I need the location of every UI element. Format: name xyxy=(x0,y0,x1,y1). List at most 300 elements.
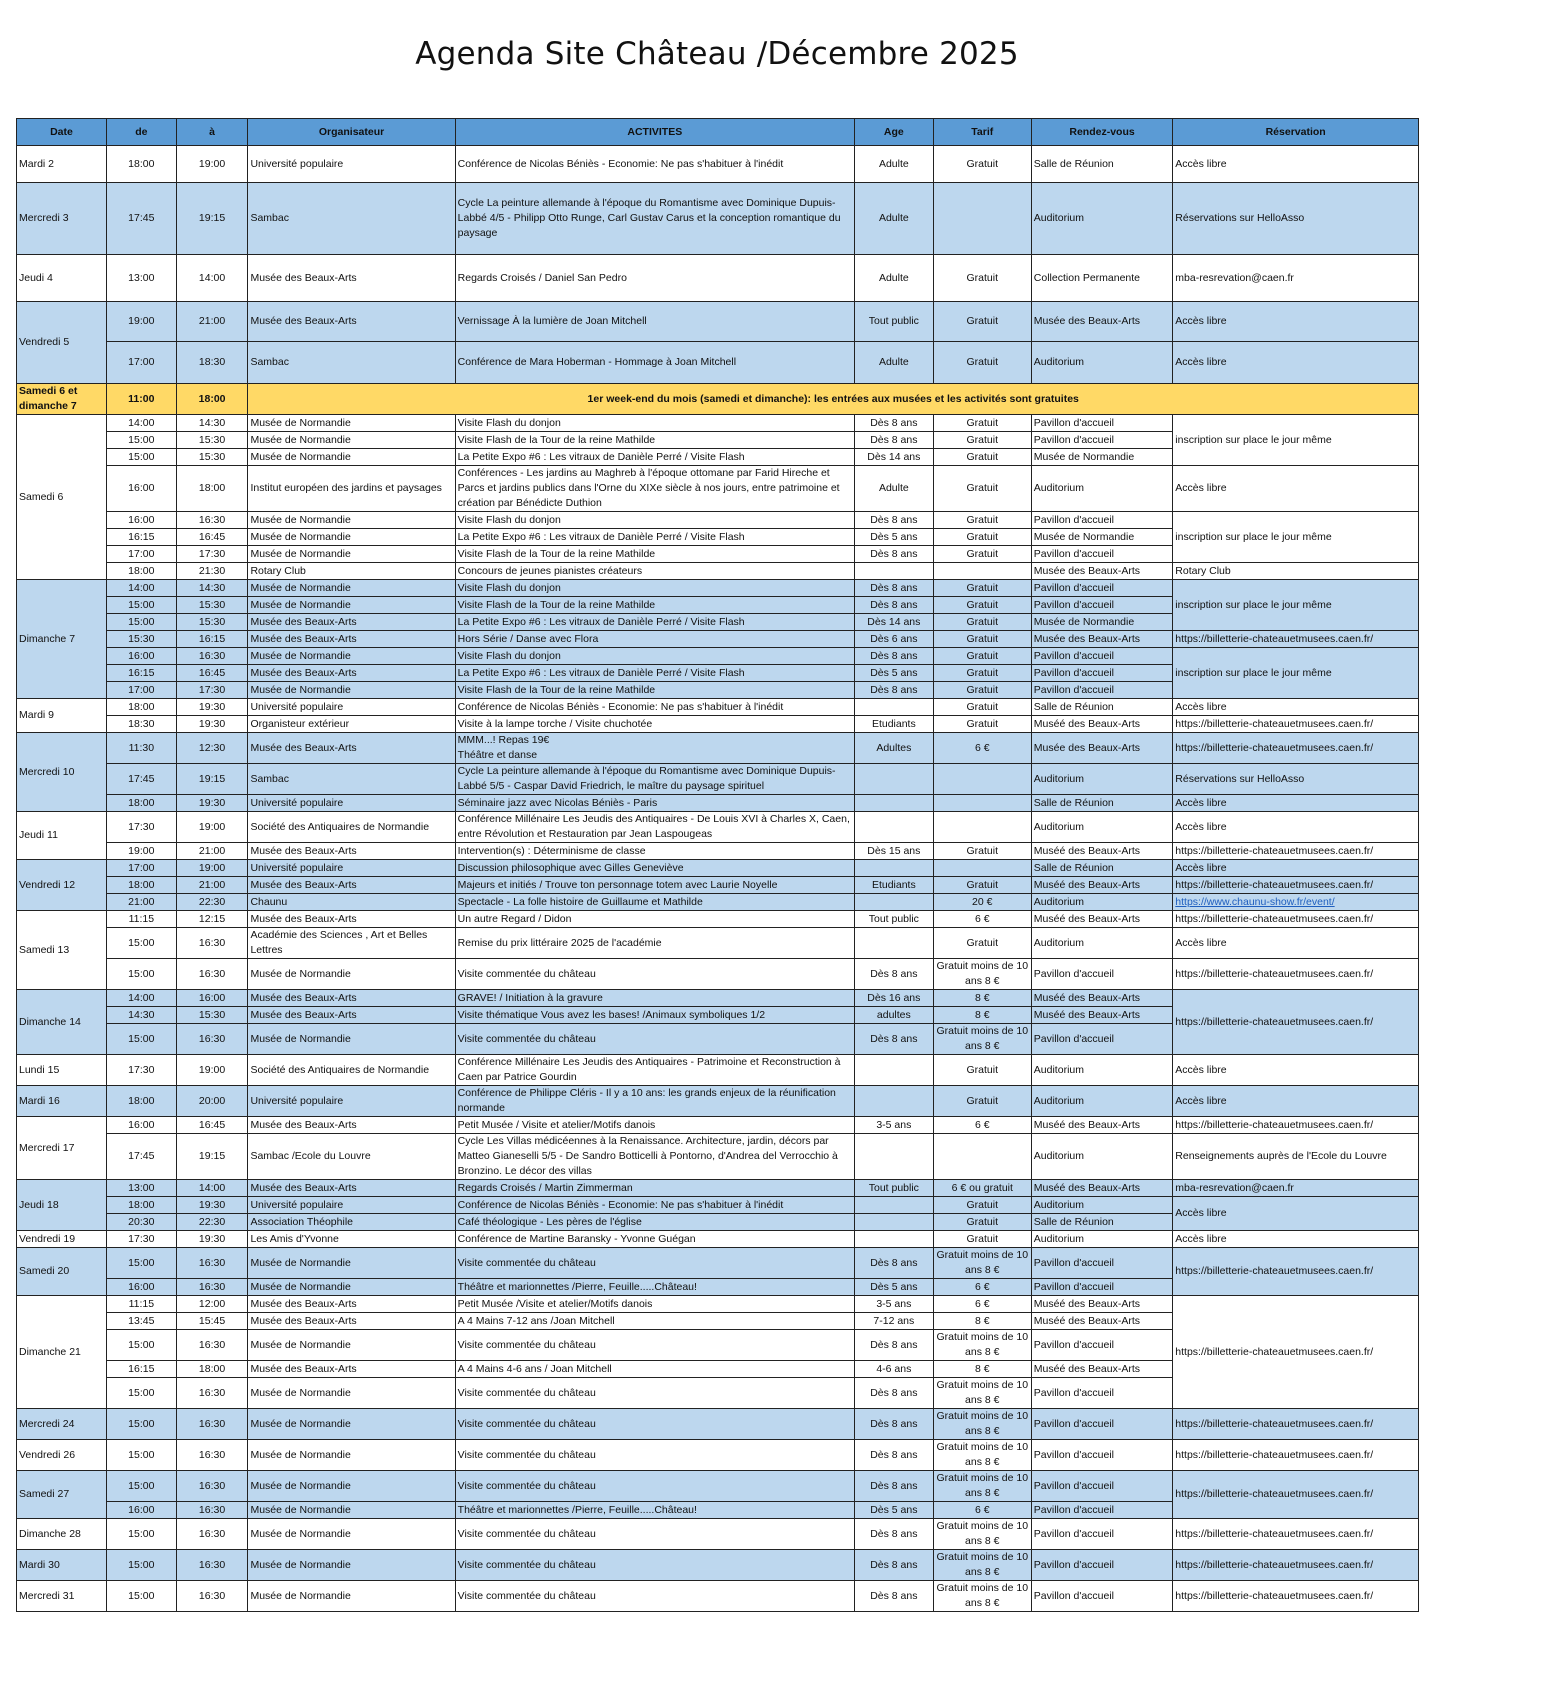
reservation-cell xyxy=(1173,990,1419,1055)
age-cell: Dès 8 ans xyxy=(854,1248,933,1279)
age-cell xyxy=(854,1055,933,1086)
reservation-cell xyxy=(1173,1581,1419,1612)
meeting-place-cell: Auditorium xyxy=(1031,764,1173,795)
activity-cell: Visite thématique Vous avez les bases! /Animaux symboliques 1/2 xyxy=(455,1007,854,1024)
end-time-cell: 16:30 xyxy=(176,512,248,529)
start-time-cell: 16:00 xyxy=(106,1279,176,1296)
reservation-link[interactable]: https://www.chaunu-show.fr/event/ xyxy=(1175,895,1335,908)
table-row xyxy=(17,990,1419,1007)
reservation-text: https://billetterie-chateauetmusees.caen.fr/ xyxy=(1175,632,1374,645)
tarif-cell: Gratuit xyxy=(933,648,1031,665)
table-row xyxy=(17,146,1419,183)
meeting-place-cell: Muséé des Beaux-Arts xyxy=(1031,1007,1173,1024)
end-time-cell: 15:45 xyxy=(176,1313,248,1330)
organizer-cell: Rotary Club xyxy=(248,563,455,580)
date-cell: Samedi 27 xyxy=(17,1471,107,1519)
tarif-cell: Gratuit xyxy=(933,529,1031,546)
activity-cell: Visite Flash de la Tour de la reine Mathilde xyxy=(455,682,854,699)
header-organisateur: Organisateur xyxy=(248,119,455,146)
age-cell: Tout public xyxy=(854,302,933,342)
end-time-cell: 16:30 xyxy=(176,1440,248,1471)
age-cell: Dès 8 ans xyxy=(854,1519,933,1550)
end-time-cell: 22:30 xyxy=(176,1214,248,1231)
activity-cell: Visite Flash de la Tour de la reine Mathilde xyxy=(455,546,854,563)
tarif-cell: Gratuit xyxy=(933,512,1031,529)
organizer-cell: Sambac xyxy=(248,342,455,384)
table-row xyxy=(17,812,1419,843)
age-cell: Adulte xyxy=(854,183,933,255)
table-row xyxy=(17,911,1419,928)
date-cell: Vendredi 19 xyxy=(17,1231,107,1248)
table-row xyxy=(17,699,1419,716)
start-time-cell: 16:00 xyxy=(106,1117,176,1134)
tarif-cell: Gratuit moins de 10 ans 8 € xyxy=(933,1024,1031,1055)
date-cell: Vendredi 26 xyxy=(17,1440,107,1471)
table-row xyxy=(17,1248,1419,1279)
tarif-cell: Gratuit xyxy=(933,614,1031,631)
start-time-cell: 16:00 xyxy=(106,512,176,529)
table-row xyxy=(17,631,1419,648)
end-time-cell: 19:15 xyxy=(176,764,248,795)
activity-cell: Conférence de Nicolas Béniès - Economie: Ne pas s'habituer à l'inédit xyxy=(455,1197,854,1214)
organizer-cell: Musée de Normandie xyxy=(248,1581,455,1612)
age-cell: Dès 8 ans xyxy=(854,1409,933,1440)
date-cell: Mardi 16 xyxy=(17,1086,107,1117)
organizer-cell: Musée des Beaux-Arts xyxy=(248,302,455,342)
reservation-cell xyxy=(1173,563,1419,580)
activity-cell: Visite Flash du donjon xyxy=(455,580,854,597)
end-time-cell: 18:00 xyxy=(176,466,248,512)
meeting-place-cell: Muséé des Beaux-Arts xyxy=(1031,990,1173,1007)
reservation-cell xyxy=(1173,877,1419,894)
reservation-text: Rotary Club xyxy=(1175,564,1231,577)
start-time-cell: 15:00 xyxy=(106,928,176,959)
end-time-cell: 20:00 xyxy=(176,1086,248,1117)
end-time-cell: 16:30 xyxy=(176,1248,248,1279)
organizer-cell: Sambac xyxy=(248,183,455,255)
organizer-cell: Musée des Beaux-Arts xyxy=(248,1180,455,1197)
reservation-text: https://billetterie-chateauetmusees.caen.fr/ xyxy=(1175,1589,1374,1602)
start-time-cell: 14:00 xyxy=(106,415,176,432)
table-row xyxy=(17,843,1419,860)
organizer-cell: Chaunu xyxy=(248,894,455,911)
age-cell xyxy=(854,1214,933,1231)
tarif-cell: 6 € xyxy=(933,1117,1031,1134)
date-cell: Vendredi 12 xyxy=(17,860,107,911)
reservation-text: Accès libre xyxy=(1175,482,1227,494)
tarif-cell: Gratuit xyxy=(933,928,1031,959)
age-cell: Adulte xyxy=(854,342,933,384)
reservation-cell xyxy=(1173,1197,1419,1231)
age-cell: Adulte xyxy=(854,255,933,302)
table-row xyxy=(17,563,1419,580)
start-time-cell: 18:30 xyxy=(106,716,176,733)
reservation-cell xyxy=(1173,648,1419,699)
meeting-place-cell: Auditorium xyxy=(1031,928,1173,959)
date-cell: Mercredi 10 xyxy=(17,733,107,812)
meeting-place-cell: Salle de Réunion xyxy=(1031,699,1173,716)
end-time-cell: 22:30 xyxy=(176,894,248,911)
reservation-text: https://billetterie-chateauetmusees.caen.fr/ xyxy=(1175,1417,1374,1430)
organizer-cell: Musée de Normandie xyxy=(248,546,455,563)
tarif-cell: 6 € xyxy=(933,733,1031,764)
end-time-cell: 16:00 xyxy=(176,990,248,1007)
organizer-cell: Société des Antiquaires de Normandie xyxy=(248,812,455,843)
age-cell: Dès 8 ans xyxy=(854,1330,933,1361)
end-time-cell: 19:30 xyxy=(176,1231,248,1248)
table-row xyxy=(17,255,1419,302)
meeting-place-cell: Auditorium xyxy=(1031,894,1173,911)
date-cell: Samedi 6 xyxy=(17,415,107,580)
reservation-cell xyxy=(1173,1248,1419,1296)
reservation-cell xyxy=(1173,1471,1419,1519)
organizer-cell: Musée de Normandie xyxy=(248,1409,455,1440)
start-time-cell: 18:00 xyxy=(106,146,176,183)
agenda-body xyxy=(17,146,1419,1612)
age-cell: Adulte xyxy=(854,466,933,512)
meeting-place-cell: Muséé des Beaux-Arts xyxy=(1031,1361,1173,1378)
reservation-text: Réservations sur HelloAsso xyxy=(1175,212,1305,224)
reservation-cell xyxy=(1173,1086,1419,1117)
activity-cell: Visite Flash de la Tour de la reine Mathilde xyxy=(455,597,854,614)
reservation-text: inscription sur place le jour même xyxy=(1175,666,1332,679)
table-row xyxy=(17,1550,1419,1581)
table-row xyxy=(17,1231,1419,1248)
table-row xyxy=(17,302,1419,342)
end-time-cell: 19:30 xyxy=(176,1197,248,1214)
table-row xyxy=(17,648,1419,665)
tarif-cell: 6 € ou gratuit xyxy=(933,1180,1031,1197)
activity-cell: Spectacle - La folle histoire de Guillaume et Mathilde xyxy=(455,894,854,911)
start-time-cell: 17:00 xyxy=(106,546,176,563)
activity-cell: Cycle Les Villas médicéennes à la Renaissance. Architecture, jardin, décors par Matteo Gianeselli 5/5 - De Sandro Botticelli à Pontorno, d'Andrea del Verrocchio à Bronzino. Le décor des villas xyxy=(455,1134,854,1180)
start-time-cell: 13:45 xyxy=(106,1313,176,1330)
start-time-cell: 18:00 xyxy=(106,699,176,716)
activity-cell: A 4 Mains 4-6 ans / Joan Mitchell xyxy=(455,1361,854,1378)
reservation-cell xyxy=(1173,1550,1419,1581)
activity-cell: Visite Flash du donjon xyxy=(455,415,854,432)
date-cell: Jeudi 18 xyxy=(17,1180,107,1231)
table-row xyxy=(17,894,1419,911)
start-time-cell: 17:30 xyxy=(106,1055,176,1086)
activity-cell: Conférence Millénaire Les Jeudis des Antiquaires - Patrimoine et Reconstruction à Caen par Patrice Gourdin xyxy=(455,1055,854,1086)
end-time-cell: 18:30 xyxy=(176,342,248,384)
reservation-cell xyxy=(1173,733,1419,764)
tarif-cell: Gratuit xyxy=(933,449,1031,466)
start-time-cell: 11:15 xyxy=(106,911,176,928)
end-time-cell: 12:15 xyxy=(176,911,248,928)
start-time-cell: 16:00 xyxy=(106,466,176,512)
tarif-cell: Gratuit xyxy=(933,580,1031,597)
table-row xyxy=(17,1296,1419,1313)
start-time-cell: 15:00 xyxy=(106,1550,176,1581)
activity-cell: Majeurs et initiés / Trouve ton personnage totem avec Laurie Noyelle xyxy=(455,877,854,894)
activity-cell: Visite commentée du château xyxy=(455,1440,854,1471)
tarif-cell: Gratuit moins de 10 ans 8 € xyxy=(933,1471,1031,1502)
activity-cell: Visite commentée du château xyxy=(455,959,854,990)
activity-cell: Visite commentée du château xyxy=(455,1248,854,1279)
start-time-cell: 11:30 xyxy=(106,733,176,764)
start-time-cell: 15:00 xyxy=(106,432,176,449)
organizer-cell: Musée de Normandie xyxy=(248,449,455,466)
reservation-cell xyxy=(1173,302,1419,342)
start-time-cell: 18:00 xyxy=(106,563,176,580)
end-time-cell: 19:30 xyxy=(176,716,248,733)
activity-cell: A 4 Mains 7-12 ans /Joan Mitchell xyxy=(455,1313,854,1330)
reservation-cell xyxy=(1173,580,1419,631)
age-cell: 3-5 ans xyxy=(854,1117,933,1134)
meeting-place-cell: Pavillon d'accueil xyxy=(1031,1519,1173,1550)
organizer-cell: Musée des Beaux-Arts xyxy=(248,1117,455,1134)
page-title: Agenda Site Château /Décembre 2025 xyxy=(415,36,1019,72)
end-time-cell: 14:30 xyxy=(176,415,248,432)
activity-cell: Visite commentée du château xyxy=(455,1581,854,1612)
start-time-cell: 15:00 xyxy=(106,614,176,631)
start-time-cell: 15:00 xyxy=(106,1519,176,1550)
end-time-cell: 16:45 xyxy=(176,665,248,682)
organizer-cell: Société des Antiquaires de Normandie xyxy=(248,1055,455,1086)
meeting-place-cell: Pavillon d'accueil xyxy=(1031,682,1173,699)
date-cell: Dimanche 28 xyxy=(17,1519,107,1550)
end-time-cell: 19:00 xyxy=(176,812,248,843)
age-cell xyxy=(854,1086,933,1117)
start-time-cell: 17:00 xyxy=(106,682,176,699)
meeting-place-cell: Collection Permanente xyxy=(1031,255,1173,302)
reservation-text: https://billetterie-chateauetmusees.caen.fr/ xyxy=(1175,741,1374,754)
activity-cell: Visite commentée du château xyxy=(455,1550,854,1581)
tarif-cell: Gratuit moins de 10 ans 8 € xyxy=(933,1409,1031,1440)
reservation-text: https://billetterie-chateauetmusees.caen.fr/ xyxy=(1175,1558,1374,1571)
age-cell xyxy=(854,1197,933,1214)
activity-cell: Visite commentée du château xyxy=(455,1471,854,1502)
organizer-cell: Musée de Normandie xyxy=(248,415,455,432)
start-time-cell: 16:00 xyxy=(106,1502,176,1519)
organizer-cell: Musée de Normandie xyxy=(248,432,455,449)
tarif-cell: Gratuit xyxy=(933,877,1031,894)
reservation-text: https://billetterie-chateauetmusees.caen.fr/ xyxy=(1175,717,1374,730)
meeting-place-cell: Pavillon d'accueil xyxy=(1031,1581,1173,1612)
organizer-cell: Musée de Normandie xyxy=(248,512,455,529)
start-time-cell: 15:00 xyxy=(106,449,176,466)
age-cell: Dès 8 ans xyxy=(854,1024,933,1055)
date-cell: Samedi 13 xyxy=(17,911,107,990)
end-time-cell: 19:30 xyxy=(176,795,248,812)
start-time-cell: 20:30 xyxy=(106,1214,176,1231)
reservation-text: https://billetterie-chateauetmusees.caen.fr/ xyxy=(1175,1015,1374,1028)
table-row xyxy=(17,512,1419,529)
organizer-cell: Musée des Beaux-Arts xyxy=(248,1313,455,1330)
reservation-cell xyxy=(1173,183,1419,255)
organizer-cell: Musée des Beaux-Arts xyxy=(248,990,455,1007)
start-time-cell: 18:00 xyxy=(106,877,176,894)
organizer-cell: Musée de Normandie xyxy=(248,1330,455,1361)
table-row xyxy=(17,1197,1419,1214)
activity-cell: Théâtre et marionnettes /Pierre, Feuille.....Château! xyxy=(455,1279,854,1296)
tarif-cell: Gratuit xyxy=(933,255,1031,302)
meeting-place-cell: Musée des Beaux-Arts xyxy=(1031,631,1173,648)
reservation-cell xyxy=(1173,1180,1419,1197)
tarif-cell: 6 € xyxy=(933,1502,1031,1519)
age-cell xyxy=(854,860,933,877)
meeting-place-cell: Auditorium xyxy=(1031,812,1173,843)
activity-cell: Visite Flash de la Tour de la reine Mathilde xyxy=(455,432,854,449)
reservation-text: Accès libre xyxy=(1175,157,1227,170)
end-time-cell: 12:30 xyxy=(176,733,248,764)
tarif-cell: Gratuit moins de 10 ans 8 € xyxy=(933,1248,1031,1279)
header-tarif: Tarif xyxy=(933,119,1031,146)
organizer-cell: Musée de Normandie xyxy=(248,682,455,699)
start-time-cell: 17:45 xyxy=(106,183,176,255)
tarif-cell: Gratuit moins de 10 ans 8 € xyxy=(933,959,1031,990)
organizer-cell: Sambac /Ecole du Louvre xyxy=(248,1134,455,1180)
reservation-text: https://billetterie-chateauetmusees.caen.fr/ xyxy=(1175,1265,1374,1277)
header-age: Age xyxy=(854,119,933,146)
activity-cell: La Petite Expo #6 : Les vitraux de Danièle Perré / Visite Flash xyxy=(455,665,854,682)
age-cell: Dès 5 ans xyxy=(854,665,933,682)
tarif-cell: Gratuit xyxy=(933,597,1031,614)
meeting-place-cell: Pavillon d'accueil xyxy=(1031,1279,1173,1296)
start-time-cell: 16:15 xyxy=(106,1361,176,1378)
tarif-cell: 6 € xyxy=(933,1296,1031,1313)
start-time-cell: 15:00 xyxy=(106,597,176,614)
activity-cell: GRAVE! / Initiation à la gravure xyxy=(455,990,854,1007)
banner-text: 1er week-end du mois (samedi et dimanche): les entrées aux musées et les activités sont gratuites xyxy=(248,384,1419,415)
activity-cell: Conférence de Martine Baransky - Yvonne Guégan xyxy=(455,1231,854,1248)
meeting-place-cell: Salle de Réunion xyxy=(1031,146,1173,183)
meeting-place-cell: Pavillon d'accueil xyxy=(1031,648,1173,665)
meeting-place-cell: Auditorium xyxy=(1031,1134,1173,1180)
age-cell xyxy=(854,1134,933,1180)
reservation-text: Accès libre xyxy=(1175,1232,1227,1245)
reservation-cell xyxy=(1173,1231,1419,1248)
start-time-cell: 17:30 xyxy=(106,812,176,843)
reservation-cell xyxy=(1173,1296,1419,1409)
end-time-cell: 15:30 xyxy=(176,432,248,449)
table-row xyxy=(17,795,1419,812)
table-row xyxy=(17,716,1419,733)
organizer-cell: Musée des Beaux-Arts xyxy=(248,911,455,928)
age-cell: 4-6 ans xyxy=(854,1361,933,1378)
header-de: de xyxy=(106,119,176,146)
tarif-cell: 20 € xyxy=(933,894,1031,911)
age-cell: Dès 16 ans xyxy=(854,990,933,1007)
reservation-cell xyxy=(1173,1519,1419,1550)
table-row xyxy=(17,733,1419,764)
date-cell: Dimanche 21 xyxy=(17,1296,107,1409)
age-cell: Dès 8 ans xyxy=(854,959,933,990)
table-row xyxy=(17,1086,1419,1117)
tarif-cell: Gratuit xyxy=(933,631,1031,648)
date-cell: Samedi 20 xyxy=(17,1248,107,1296)
start-time-cell: 13:00 xyxy=(106,255,176,302)
end-time-cell: 16:30 xyxy=(176,1378,248,1409)
organizer-cell: Institut européen des jardins et paysages xyxy=(248,466,455,512)
tarif-cell: 8 € xyxy=(933,1007,1031,1024)
organizer-cell: Musée de Normandie xyxy=(248,1519,455,1550)
meeting-place-cell: Pavillon d'accueil xyxy=(1031,1550,1173,1581)
reservation-text: https://billetterie-chateauetmusees.caen.fr/ xyxy=(1175,1448,1374,1461)
organizer-cell: Musée des Beaux-Arts xyxy=(248,877,455,894)
tarif-cell: 8 € xyxy=(933,1313,1031,1330)
start-time-cell: 18:00 xyxy=(106,795,176,812)
date-cell: Jeudi 4 xyxy=(17,255,107,302)
organizer-cell: Musée de Normandie xyxy=(248,1024,455,1055)
reservation-cell xyxy=(1173,716,1419,733)
end-time-cell: 15:30 xyxy=(176,1007,248,1024)
start-time-cell: 19:00 xyxy=(106,302,176,342)
end-time-cell: 18:00 xyxy=(176,1361,248,1378)
end-time-cell: 16:30 xyxy=(176,1279,248,1296)
age-cell xyxy=(854,1231,933,1248)
date-cell: Mardi 2 xyxy=(17,146,107,183)
end-time-cell: 21:00 xyxy=(176,843,248,860)
end-time-cell: 19:00 xyxy=(176,860,248,877)
tarif-cell: Gratuit moins de 10 ans 8 € xyxy=(933,1330,1031,1361)
start-time-cell: 16:15 xyxy=(106,529,176,546)
tarif-cell: Gratuit xyxy=(933,1055,1031,1086)
age-cell xyxy=(854,812,933,843)
reservation-text: https://billetterie-chateauetmusees.caen.fr/ xyxy=(1175,844,1374,857)
end-time-cell: 16:30 xyxy=(176,1471,248,1502)
agenda-table xyxy=(16,118,1419,1612)
tarif-cell xyxy=(933,563,1031,580)
table-row xyxy=(17,928,1419,959)
meeting-place-cell: Pavillon d'accueil xyxy=(1031,432,1173,449)
tarif-cell: 6 € xyxy=(933,1279,1031,1296)
age-cell: 7-12 ans xyxy=(854,1313,933,1330)
age-cell: Dès 6 ans xyxy=(854,631,933,648)
age-cell: Dès 8 ans xyxy=(854,1440,933,1471)
header-reservation: Réservation xyxy=(1173,119,1419,146)
activity-cell: Visite à la lampe torche / Visite chuchotée xyxy=(455,716,854,733)
start-time-cell: 15:00 xyxy=(106,1471,176,1502)
meeting-place-cell: Auditorium xyxy=(1031,183,1173,255)
start-time-cell: 14:00 xyxy=(106,990,176,1007)
banner-date: Samedi 6 et dimanche 7 xyxy=(17,384,107,415)
table-row xyxy=(17,580,1419,597)
organizer-cell: Musée de Normandie xyxy=(248,1502,455,1519)
meeting-place-cell: Musée des Beaux-Arts xyxy=(1031,733,1173,764)
table-row xyxy=(17,877,1419,894)
tarif-cell: Gratuit xyxy=(933,432,1031,449)
tarif-cell xyxy=(933,812,1031,843)
date-cell: Mercredi 31 xyxy=(17,1581,107,1612)
meeting-place-cell: Salle de Réunion xyxy=(1031,860,1173,877)
meeting-place-cell: Salle de Réunion xyxy=(1031,1214,1173,1231)
reservation-text: inscription sur place le jour même xyxy=(1175,530,1332,543)
start-time-cell: 17:45 xyxy=(106,1134,176,1180)
reservation-text: Accès libre xyxy=(1175,936,1227,949)
age-cell: 3-5 ans xyxy=(854,1296,933,1313)
meeting-place-cell: Musée des Beaux-Arts xyxy=(1031,302,1173,342)
reservation-cell xyxy=(1173,512,1419,563)
reservation-text: Accès libre xyxy=(1175,796,1227,809)
activity-cell: Théâtre et marionnettes /Pierre, Feuille.....Château! xyxy=(455,1502,854,1519)
organizer-cell: Musée de Normandie xyxy=(248,1279,455,1296)
header-rendez-vous: Rendez-vous xyxy=(1031,119,1173,146)
start-time-cell: 17:45 xyxy=(106,764,176,795)
start-time-cell: 16:15 xyxy=(106,665,176,682)
tarif-cell xyxy=(933,795,1031,812)
age-cell: Dès 8 ans xyxy=(854,415,933,432)
tarif-cell: Gratuit moins de 10 ans 8 € xyxy=(933,1378,1031,1409)
table-row xyxy=(17,183,1419,255)
reservation-text: Accès libre xyxy=(1175,861,1227,874)
start-time-cell: 15:00 xyxy=(106,1378,176,1409)
end-time-cell: 16:30 xyxy=(176,1330,248,1361)
activity-cell: Séminaire jazz avec Nicolas Béniès - Paris xyxy=(455,795,854,812)
age-cell xyxy=(854,894,933,911)
